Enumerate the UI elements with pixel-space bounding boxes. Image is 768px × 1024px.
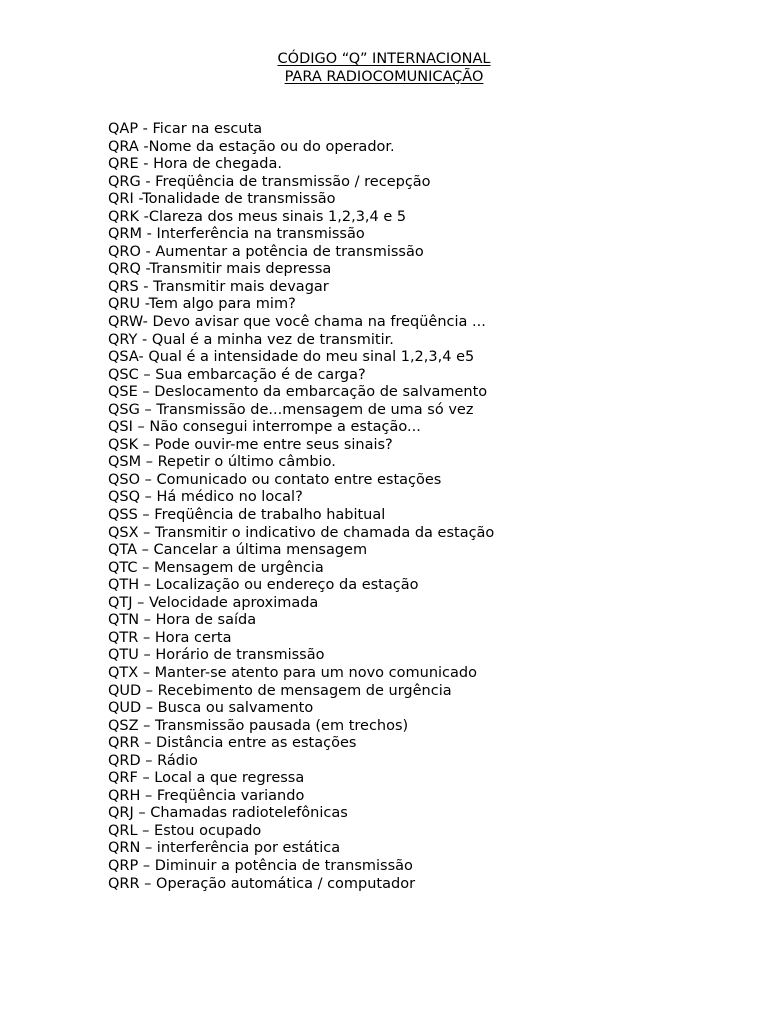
q-code-entry: QRK -Clareza dos meus sinais 1,2,3,4 e 5 [108,208,407,225]
q-code-entry: QRW- Devo avisar que você chama na freqüência ... [108,314,486,331]
q-code-entry: QSO – Comunicado ou contato entre estações [108,471,442,488]
q-code-entry: QRR – Distância entre as estações [108,735,357,752]
q-code-entry: QTU – Horário de transmissão [108,647,325,664]
q-code-list [108,121,494,893]
q-code-entry: QSE – Deslocamento da embarcação de salvamento [108,384,488,401]
q-code-entry: QSC – Sua embarcação é de carga? [108,366,366,383]
q-code-entry: QRO - Aumentar a potência de transmissão [108,243,424,260]
q-code-entry: QRH – Freqüência variando [108,787,305,804]
q-code-entry: QSG – Transmissão de...mensagem de uma só vez [108,401,474,418]
q-code-entry: QTJ – Velocidade aproximada [108,594,319,611]
q-code-entry: QAP - Ficar na escuta [108,121,263,137]
q-code-entry: QSQ – Há médico no local? [108,489,303,506]
q-code-entry: QSI – Não consegui interrompe a estação... [108,419,421,436]
q-code-entry: QTH – Localização ou endereço da estação [108,577,419,594]
q-code-entry: QTN – Hora de saída [108,612,257,629]
q-code-entry: QSX – Transmitir o indicativo de chamada da estação [108,524,495,541]
q-code-entry: QRD – Rádio [108,752,198,769]
q-code-entry: QSS – Freqüência de trabalho habitual [108,507,386,524]
q-code-entry: QRI -Tonalidade de transmissão [108,191,336,208]
q-code-entry: QTR – Hora certa [108,629,232,646]
q-code-entry: QRF – Local a que regressa [108,770,305,787]
q-code-entry: QUD – Recebimento de mensagem de urgência [108,682,452,699]
q-code-entry: QRJ – Chamadas radiotelefônicas [108,805,348,822]
q-code-entry: QSM – Repetir o último câmbio. [108,454,336,471]
q-code-entry: QRS - Transmitir mais devagar [108,278,329,295]
q-code-entry: QSZ – Transmissão pausada (em trechos) [108,717,409,734]
q-code-entry: QUD – Busca ou salvamento [108,700,314,717]
document-title [0,50,768,86]
q-code-entry: QSA- Qual é a intensidade do meu sinal 1,2,3,4 e5 [108,349,475,366]
q-code-entry: QTA – Cancelar a última mensagem [108,542,368,559]
q-code-entry: QRM - Interferência na transmissão [108,226,365,243]
q-code-entry: QRE - Hora de chegada. [108,156,282,173]
q-code-entry: QRY - Qual é a minha vez de transmitir. [108,331,394,348]
q-code-entry: QRQ -Transmitir mais depressa [108,261,332,278]
q-code-entry: QTX – Manter-se atento para um novo comunicado [108,664,477,681]
title-line-1: CÓDIGO “Q” INTERNACIONAL [277,51,491,67]
q-code-entry: QRR – Operação automática / computador [108,875,416,892]
q-code-entry: QTC – Mensagem de urgência [108,559,324,576]
q-code-entry: QSK – Pode ouvir-me entre seus sinais? [108,436,393,453]
title-line-2: PARA RADIOCOMUNICAÇÃO [284,69,484,85]
q-code-entry: QRG - Freqüência de transmissão / recepção [108,173,431,190]
q-code-entry: QRN – interferência por estática [108,840,341,857]
q-code-entry: QRA -Nome da estação ou do operador. [108,138,395,155]
q-code-entry: QRP – Diminuir a potência de transmissão [108,857,413,874]
q-code-entry: QRL – Estou ocupado [108,822,262,839]
q-code-entry: QRU -Tem algo para mim? [108,296,296,313]
